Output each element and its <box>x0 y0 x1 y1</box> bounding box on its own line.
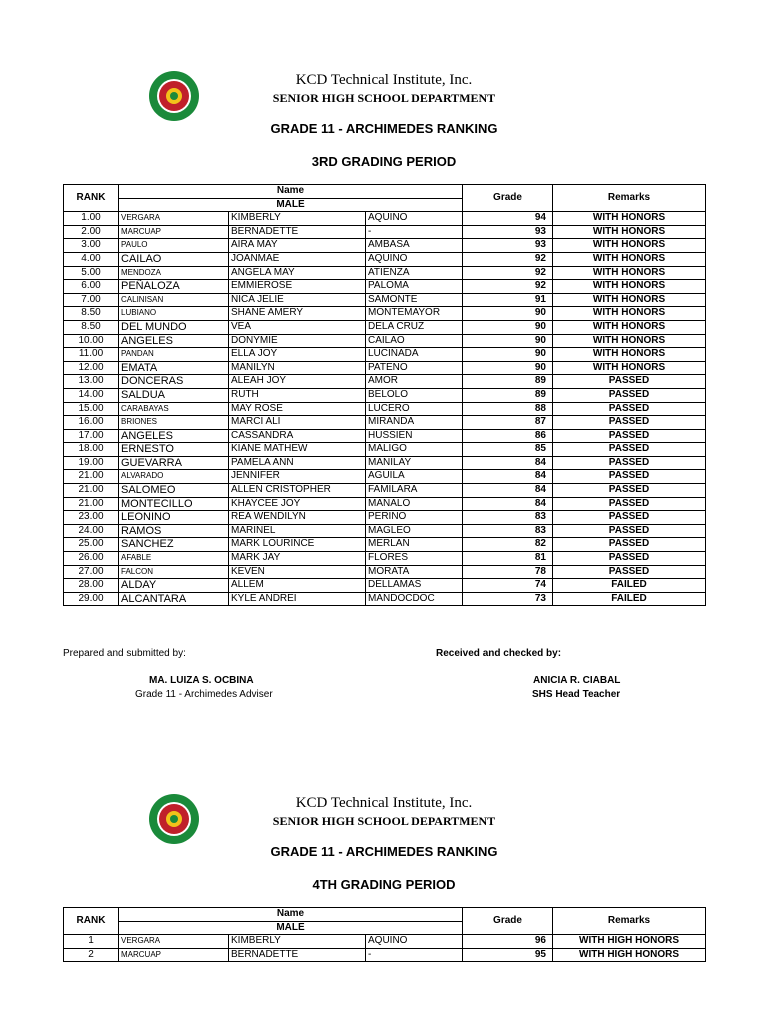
grade-cell: 91 <box>463 293 553 307</box>
remarks-cell: PASSED <box>553 484 706 498</box>
rank-cell: 23.00 <box>64 511 119 525</box>
last-name-cell: PEÑALOZA <box>119 280 229 294</box>
middle-name-cell: MIRANDA <box>366 416 463 430</box>
grade-cell: 87 <box>463 416 553 430</box>
table-row <box>64 456 706 470</box>
rank-cell: 15.00 <box>64 402 119 416</box>
middle-name-cell: HUSSIEN <box>366 429 463 443</box>
grade-cell: 84 <box>463 484 553 498</box>
last-name-cell: ALCANTARA <box>119 592 229 606</box>
remarks-cell: WITH HONORS <box>553 320 706 334</box>
first-name-cell: CASSANDRA <box>229 429 366 443</box>
rank-cell: 1 <box>64 935 119 949</box>
first-name-cell: KIANE MATHEW <box>229 443 366 457</box>
first-name-cell: AIRA MAY <box>229 239 366 253</box>
rank-cell: 13.00 <box>64 375 119 389</box>
remarks-cell: PASSED <box>553 470 706 484</box>
first-name-cell: MAY ROSE <box>229 402 366 416</box>
grade-cell: 73 <box>463 592 553 606</box>
remarks-cell: WITH HONORS <box>553 252 706 266</box>
gender-header: MALE <box>119 921 463 935</box>
remarks-cell: PASSED <box>553 416 706 430</box>
department-name: SENIOR HIGH SCHOOL DEPARTMENT <box>272 814 496 828</box>
remarks-cell: WITH HONORS <box>553 348 706 362</box>
middle-name-cell: - <box>366 225 463 239</box>
remarks-cell: WITH HONORS <box>553 239 706 253</box>
remarks-cell: WITH HONORS <box>553 225 706 239</box>
grade-cell: 95 <box>463 948 553 962</box>
remarks-cell: PASSED <box>553 552 706 566</box>
remarks-cell: PASSED <box>553 565 706 579</box>
table-row <box>64 511 706 525</box>
rank-cell: 17.00 <box>64 429 119 443</box>
middle-name-cell: AQUINO <box>366 212 463 226</box>
grade-cell: 86 <box>463 429 553 443</box>
last-name-cell: MENDOZA <box>119 266 229 280</box>
remarks-cell: PASSED <box>553 497 706 511</box>
last-name-cell: MARCUAP <box>119 948 229 962</box>
middle-name-cell: MAGLEO <box>366 524 463 538</box>
table-row <box>64 443 706 457</box>
table-row <box>64 470 706 484</box>
remarks-cell: FAILED <box>553 592 706 606</box>
school-name: KCD Technical Institute, Inc. <box>295 795 473 811</box>
rank-cell: 21.00 <box>64 497 119 511</box>
remarks-header: Remarks <box>553 185 706 212</box>
middle-name-cell: BELOLO <box>366 388 463 402</box>
middle-name-cell: MANILAY <box>366 456 463 470</box>
last-name-cell: VERGARA <box>119 935 229 949</box>
table-row <box>64 320 706 334</box>
grade-cell: 74 <box>463 579 553 593</box>
first-name-cell: MARINEL <box>229 524 366 538</box>
middle-name-cell: ATIENZA <box>366 266 463 280</box>
last-name-cell: ERNESTO <box>119 443 229 457</box>
remarks-cell: PASSED <box>553 511 706 525</box>
middle-name-cell: PALOMA <box>366 280 463 294</box>
prepared-label: Prepared and submitted by: <box>63 648 186 659</box>
last-name-cell: AFABLE <box>119 552 229 566</box>
middle-name-cell: MONTEMAYOR <box>366 307 463 321</box>
grade-cell: 90 <box>463 320 553 334</box>
middle-name-cell: AMBASA <box>366 239 463 253</box>
grade-cell: 78 <box>463 565 553 579</box>
rank-cell: 27.00 <box>64 565 119 579</box>
remarks-cell: WITH HONORS <box>553 307 706 321</box>
rank-cell: 8.50 <box>64 320 119 334</box>
remarks-cell: PASSED <box>553 402 706 416</box>
grade-cell: 85 <box>463 443 553 457</box>
rank-cell: 21.00 <box>64 470 119 484</box>
last-name-cell: BRIONES <box>119 416 229 430</box>
table-row <box>64 266 706 280</box>
table-row <box>64 524 706 538</box>
last-name-cell: PANDAN <box>119 348 229 362</box>
table-row <box>64 252 706 266</box>
ranking-table <box>63 907 706 962</box>
name-header: Name <box>119 185 463 199</box>
middle-name-cell: AMOR <box>366 375 463 389</box>
last-name-cell: ALDAY <box>119 579 229 593</box>
first-name-cell: ELLA JOY <box>229 348 366 362</box>
remarks-cell: PASSED <box>553 443 706 457</box>
name-header: Name <box>119 908 463 922</box>
table-row <box>64 225 706 239</box>
first-name-cell: MARK JAY <box>229 552 366 566</box>
rank-cell: 24.00 <box>64 524 119 538</box>
last-name-cell: VERGARA <box>119 212 229 226</box>
last-name-cell: SALDUA <box>119 388 229 402</box>
preparer-role: Grade 11 - Archimedes Adviser <box>135 689 273 700</box>
grade-cell: 90 <box>463 307 553 321</box>
rank-cell: 2.00 <box>64 225 119 239</box>
department-name: SENIOR HIGH SCHOOL DEPARTMENT <box>272 91 496 105</box>
grade-cell: 90 <box>463 348 553 362</box>
remarks-cell: PASSED <box>553 456 706 470</box>
remarks-cell: PASSED <box>553 375 706 389</box>
remarks-cell: PASSED <box>553 388 706 402</box>
grade-cell: 89 <box>463 375 553 389</box>
last-name-cell: MONTECILLO <box>119 497 229 511</box>
remarks-cell: FAILED <box>553 579 706 593</box>
rank-cell: 25.00 <box>64 538 119 552</box>
rank-cell: 21.00 <box>64 484 119 498</box>
first-name-cell: NICA JELIE <box>229 293 366 307</box>
grade-cell: 89 <box>463 388 553 402</box>
last-name-cell: LUBIANO <box>119 307 229 321</box>
last-name-cell: CARABAYAS <box>119 402 229 416</box>
table-row <box>64 552 706 566</box>
remarks-cell: WITH HONORS <box>553 280 706 294</box>
middle-name-cell: - <box>366 948 463 962</box>
grade-cell: 81 <box>463 552 553 566</box>
rank-header: RANK <box>64 185 119 212</box>
grade-cell: 84 <box>463 470 553 484</box>
ranking-title: GRADE 11 - ARCHIMEDES RANKING <box>270 844 498 859</box>
middle-name-cell: FLORES <box>366 552 463 566</box>
ranking-table <box>63 184 706 606</box>
school-name: KCD Technical Institute, Inc. <box>295 72 473 88</box>
last-name-cell: LEONINO <box>119 511 229 525</box>
remarks-cell: PASSED <box>553 429 706 443</box>
first-name-cell: SHANE AMERY <box>229 307 366 321</box>
last-name-cell: RAMOS <box>119 524 229 538</box>
rank-cell: 4.00 <box>64 252 119 266</box>
first-name-cell: MARK LOURINCE <box>229 538 366 552</box>
middle-name-cell: PATENO <box>366 361 463 375</box>
grade-cell: 84 <box>463 497 553 511</box>
middle-name-cell: CAILAO <box>366 334 463 348</box>
table-row <box>64 212 706 226</box>
table-row <box>64 538 706 552</box>
table-row <box>64 429 706 443</box>
grade-cell: 88 <box>463 402 553 416</box>
last-name-cell: EMATA <box>119 361 229 375</box>
rank-cell: 28.00 <box>64 579 119 593</box>
grade-cell: 83 <box>463 511 553 525</box>
gender-header: MALE <box>119 198 463 212</box>
first-name-cell: MARCI ALI <box>229 416 366 430</box>
grade-cell: 96 <box>463 935 553 949</box>
first-name-cell: DONYMIE <box>229 334 366 348</box>
first-name-cell: JOANMAE <box>229 252 366 266</box>
rank-cell: 26.00 <box>64 552 119 566</box>
grade-cell: 92 <box>463 266 553 280</box>
middle-name-cell: PERINO <box>366 511 463 525</box>
first-name-cell: REA WENDILYN <box>229 511 366 525</box>
first-name-cell: JENNIFER <box>229 470 366 484</box>
rank-cell: 12.00 <box>64 361 119 375</box>
grade-header: Grade <box>463 908 553 935</box>
rank-header: RANK <box>64 908 119 935</box>
middle-name-cell: FAMILARA <box>366 484 463 498</box>
middle-name-cell: MANALO <box>366 497 463 511</box>
table-row <box>64 239 706 253</box>
last-name-cell: GUEVARRA <box>119 456 229 470</box>
last-name-cell: MARCUAP <box>119 225 229 239</box>
middle-name-cell: DELA CRUZ <box>366 320 463 334</box>
remarks-cell: WITH HIGH HONORS <box>553 948 706 962</box>
grading-period: 3RD GRADING PERIOD <box>311 154 457 169</box>
grade-cell: 92 <box>463 252 553 266</box>
grade-cell: 83 <box>463 524 553 538</box>
rank-cell: 2 <box>64 948 119 962</box>
last-name-cell: PAULO <box>119 239 229 253</box>
first-name-cell: ALLEM <box>229 579 366 593</box>
last-name-cell: ALVARADO <box>119 470 229 484</box>
grade-cell: 93 <box>463 239 553 253</box>
remarks-cell: WITH HONORS <box>553 334 706 348</box>
first-name-cell: RUTH <box>229 388 366 402</box>
first-name-cell: PAMELA ANN <box>229 456 366 470</box>
middle-name-cell: MORATA <box>366 565 463 579</box>
first-name-cell: KHAYCEE JOY <box>229 497 366 511</box>
remarks-header: Remarks <box>553 908 706 935</box>
remarks-cell: WITH HONORS <box>553 293 706 307</box>
first-name-cell: KIMBERLY <box>229 935 366 949</box>
first-name-cell: ANGELA MAY <box>229 266 366 280</box>
table-row <box>64 334 706 348</box>
table-row <box>64 948 706 962</box>
grade-cell: 92 <box>463 280 553 294</box>
middle-name-cell: MANDOCDOC <box>366 592 463 606</box>
rank-cell: 14.00 <box>64 388 119 402</box>
table-row <box>64 565 706 579</box>
table-row <box>64 592 706 606</box>
middle-name-cell: DELLAMAS <box>366 579 463 593</box>
remarks-cell: PASSED <box>553 538 706 552</box>
rank-cell: 1.00 <box>64 212 119 226</box>
last-name-cell: ANGELES <box>119 334 229 348</box>
first-name-cell: BERNADETTE <box>229 948 366 962</box>
rank-cell: 29.00 <box>64 592 119 606</box>
last-name-cell: ANGELES <box>119 429 229 443</box>
first-name-cell: EMMIEROSE <box>229 280 366 294</box>
table-row <box>64 280 706 294</box>
middle-name-cell: LUCIÑADA <box>366 348 463 362</box>
grade-cell: 84 <box>463 456 553 470</box>
grade-cell: 90 <box>463 361 553 375</box>
table-row <box>64 416 706 430</box>
rank-cell: 11.00 <box>64 348 119 362</box>
middle-name-cell: AGUILA <box>366 470 463 484</box>
preparer-name: MA. LUIZA S. OCBINA <box>149 675 254 686</box>
last-name-cell: SANCHEZ <box>119 538 229 552</box>
table-row <box>64 348 706 362</box>
ranking-title: GRADE 11 - ARCHIMEDES RANKING <box>270 121 498 136</box>
table-row <box>64 375 706 389</box>
rank-cell: 19.00 <box>64 456 119 470</box>
last-name-cell: SALOMEO <box>119 484 229 498</box>
remarks-cell: WITH HONORS <box>553 361 706 375</box>
rank-cell: 16.00 <box>64 416 119 430</box>
first-name-cell: KIMBERLY <box>229 212 366 226</box>
remarks-cell: WITH HIGH HONORS <box>553 935 706 949</box>
grade-cell: 90 <box>463 334 553 348</box>
received-label: Received and checked by: <box>436 648 562 659</box>
grade-cell: 82 <box>463 538 553 552</box>
first-name-cell: BERNADETTE <box>229 225 366 239</box>
grade-header: Grade <box>463 185 553 212</box>
middle-name-cell: LUCERO <box>366 402 463 416</box>
rank-cell: 3.00 <box>64 239 119 253</box>
remarks-cell: PASSED <box>553 524 706 538</box>
table-row <box>64 388 706 402</box>
first-name-cell: MANILYN <box>229 361 366 375</box>
table-row <box>64 935 706 949</box>
last-name-cell: DEL MUNDO <box>119 320 229 334</box>
table-row <box>64 484 706 498</box>
first-name-cell: ALLEN CRISTOPHER <box>229 484 366 498</box>
last-name-cell: CALINISAN <box>119 293 229 307</box>
rank-cell: 7.00 <box>64 293 119 307</box>
rank-cell: 10.00 <box>64 334 119 348</box>
first-name-cell: ALEAH JOY <box>229 375 366 389</box>
checker-role: SHS Head Teacher <box>532 689 621 700</box>
table-row <box>64 307 706 321</box>
middle-name-cell: AQUINO <box>366 935 463 949</box>
middle-name-cell: SAMONTE <box>366 293 463 307</box>
rank-cell: 18.00 <box>64 443 119 457</box>
checker-name: ANICIA R. CIABAL <box>533 675 621 686</box>
table-row <box>64 293 706 307</box>
last-name-cell: DONCERAS <box>119 375 229 389</box>
remarks-cell: WITH HONORS <box>553 212 706 226</box>
middle-name-cell: MALIGO <box>366 443 463 457</box>
first-name-cell: KEVEN <box>229 565 366 579</box>
table-row <box>64 402 706 416</box>
grade-cell: 93 <box>463 225 553 239</box>
remarks-cell: WITH HONORS <box>553 266 706 280</box>
grade-cell: 94 <box>463 212 553 226</box>
middle-name-cell: MERLAN <box>366 538 463 552</box>
table-row <box>64 361 706 375</box>
grading-period: 4TH GRADING PERIOD <box>312 877 456 892</box>
table-row <box>64 579 706 593</box>
table-row <box>64 497 706 511</box>
rank-cell: 6.00 <box>64 280 119 294</box>
first-name-cell: VEA <box>229 320 366 334</box>
last-name-cell: FALCON <box>119 565 229 579</box>
first-name-cell: KYLE ANDREI <box>229 592 366 606</box>
rank-cell: 5.00 <box>64 266 119 280</box>
last-name-cell: CAILAO <box>119 252 229 266</box>
rank-cell: 8.50 <box>64 307 119 321</box>
middle-name-cell: AQUINO <box>366 252 463 266</box>
